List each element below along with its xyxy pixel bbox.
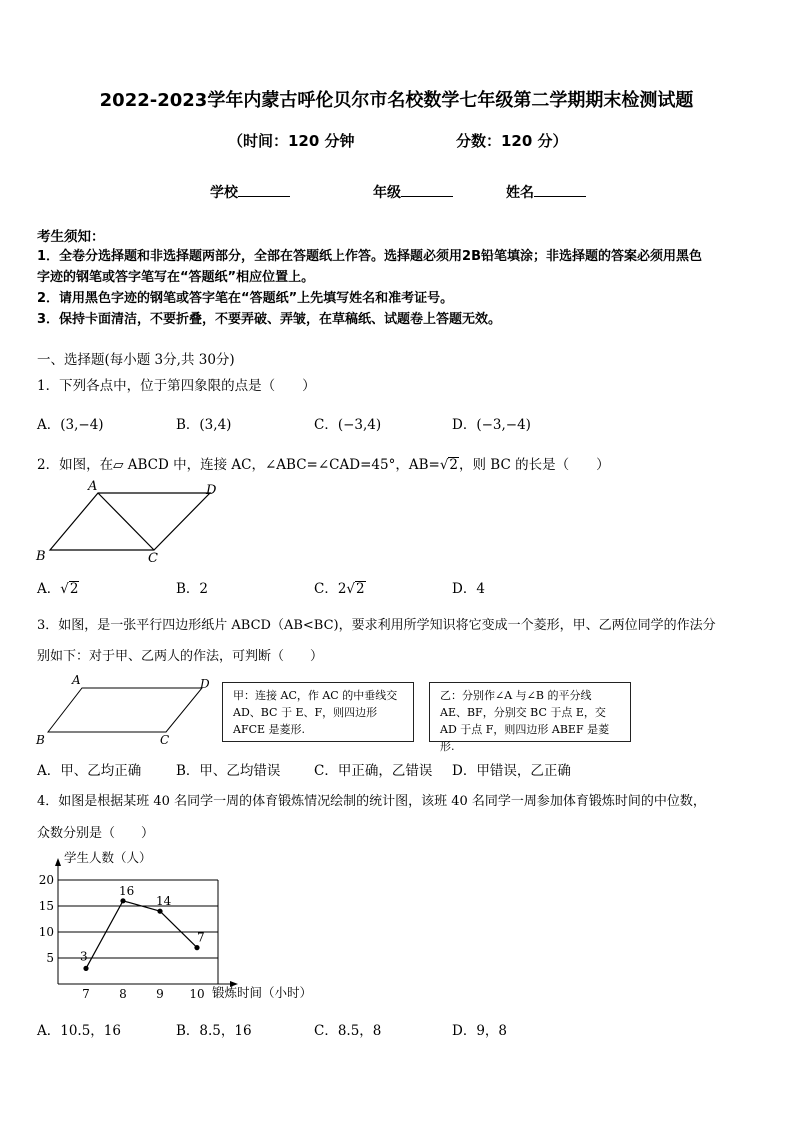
q2-stem-b: ，则 BC 的长是（ ） <box>459 457 610 473</box>
vertex-b: B <box>36 549 46 564</box>
q4-line-chart <box>30 848 350 1008</box>
x-tick-label: 8 <box>119 987 127 1001</box>
grade-label: 年级 <box>373 185 401 201</box>
q4-option-b: B．8.5，16 <box>176 1023 252 1039</box>
school-field <box>210 182 290 202</box>
q3-option-d: D．甲错误，乙正确 <box>452 763 571 779</box>
q1-option-c: C．(−3,4) <box>314 417 382 433</box>
q2-option-a-radicand: 2 <box>69 581 79 597</box>
vertex-c: C <box>148 551 158 566</box>
parallelogram-abcd <box>50 493 210 550</box>
data-point <box>194 945 199 950</box>
vertex-d: D <box>206 483 217 498</box>
notice-heading: 考生须知： <box>37 229 105 245</box>
notice-line-1b: 字迹的钢笔或答字笔写在“答题纸”相应位置上。 <box>37 270 315 285</box>
q3-stem-2: 别如下：对于甲、乙两人的作法，可判断（ ） <box>37 649 324 664</box>
q1-option-b: B．(3,4) <box>176 417 232 433</box>
notice-line-1a: 1．全卷分选择题和非选择题两部分，全部在答题纸上作答。选择题必须用2B铅笔填涂；非选择题的答案必须用黑色 <box>37 249 703 264</box>
notice-line-3: 3．保持卡面清洁，不要折叠，不要弄破、弄皱，在草稿纸、试题卷上答题无效。 <box>37 312 502 327</box>
q3-parallelogram-figure <box>30 672 220 750</box>
q4-stem-2: 众数分别是（ ） <box>37 826 155 841</box>
q3-option-b: B．甲、乙均错误 <box>176 763 281 779</box>
exam-time: （时间：120 分钟 <box>228 132 355 150</box>
q4-stem-1: 4．如图是根据某班 40 名同学一周的体育锻炼情况绘制的统计图，该班 40 名同学一周参加体育锻炼时间的中位数， <box>37 794 706 809</box>
q2-stem <box>37 453 610 473</box>
section-heading: 一、选择题(每小题 3分,共 30分) <box>37 352 235 368</box>
exam-score: 分数：120 分） <box>456 132 568 150</box>
vertex-a: A <box>88 479 98 494</box>
q1-option-d: D．(−3,−4) <box>452 417 531 433</box>
x-tick-label: 10 <box>189 987 205 1001</box>
q3-option-a: A．甲、乙均正确 <box>37 763 142 779</box>
vertex-d: D <box>200 677 210 691</box>
vertex-a: A <box>72 673 81 687</box>
school-blank <box>238 182 290 197</box>
x-tick-label: 7 <box>82 987 90 1001</box>
y-tick-label: 15 <box>38 899 54 913</box>
q4-option-a: A．10.5，16 <box>37 1023 121 1039</box>
y-tick-label: 20 <box>38 873 54 887</box>
data-point <box>157 909 162 914</box>
q2-option-c <box>314 577 366 597</box>
x-axis-label: 锻炼时间（小时） <box>212 985 313 1000</box>
page-title: 2022-2023学年内蒙古呼伦贝尔市名校数学七年级第二学期期末检测试题 <box>99 90 694 111</box>
q2-option-a-prefix: A． <box>37 581 61 597</box>
name-field <box>506 182 586 202</box>
data-label: 16 <box>119 883 135 898</box>
vertex-c: C <box>160 733 170 747</box>
q1-stem: 1．下列各点中，位于第四象限的点是（ ） <box>37 378 316 394</box>
x-tick-label: 9 <box>156 987 164 1001</box>
q2-parallelogram-figure <box>30 478 230 568</box>
q2-stem-a: 2．如图，在▱ ABCD 中，连接 AC，∠ABC=∠CAD=45°，AB= <box>37 457 440 473</box>
q2-stem-radicand: 2 <box>449 457 459 473</box>
y-tick-label: 10 <box>38 925 54 939</box>
q3-option-c: C．甲正确，乙错误 <box>314 763 433 779</box>
y-axis-arrow <box>55 858 61 866</box>
q4-option-d: D．9，8 <box>452 1023 508 1039</box>
q1-option-a: A．(3,−4) <box>37 417 104 433</box>
y-tick-label: 5 <box>46 951 54 965</box>
name-blank <box>534 182 586 197</box>
diagonal-ac <box>98 493 154 550</box>
data-point <box>83 966 88 971</box>
data-label: 14 <box>156 894 172 909</box>
jia-method-box: 甲：连接 AC，作 AC 的中垂线交 AD、BC 于 E、F，则四边形 AFCE 是菱形. <box>222 682 414 742</box>
q2-option-c-radicand: 2 <box>356 581 365 597</box>
yi-method-box: 乙：分别作∠A 与∠B 的平分线 AE、BF，分别交 BC 于点 E，交 AD 于点 F，则四边形 ABEF 是菱形. <box>429 682 631 742</box>
data-label: 3 <box>80 949 88 964</box>
school-label: 学校 <box>210 185 238 201</box>
grade-field <box>373 182 453 202</box>
parallelogram-abcd <box>48 688 202 732</box>
sqrt-sign: √ <box>346 581 356 597</box>
q2-option-a <box>37 577 79 597</box>
q2-option-b: B．2 <box>176 581 209 597</box>
q3-stem-1: 3．如图，是一张平行四边形纸片 ABCD（AB<BC)，要求利用所学知识将它变成一个菱形，甲、乙两位同学的作法分 <box>37 618 716 633</box>
q2-option-d: D．4 <box>452 581 485 597</box>
sqrt-sign: √ <box>60 581 69 597</box>
q2-option-c-prefix: C．2 <box>314 581 347 597</box>
sqrt-sign: √ <box>439 457 449 473</box>
data-point <box>120 898 125 903</box>
q4-option-c: C．8.5，8 <box>314 1023 382 1039</box>
vertex-b: B <box>36 733 45 747</box>
notice-line-2: 2．请用黑色字迹的钢笔或答字笔在“答题纸”上先填写姓名和准考证号。 <box>37 291 454 306</box>
grade-blank <box>401 182 453 197</box>
name-label: 姓名 <box>506 185 534 201</box>
y-axis-label: 学生人数（人） <box>64 850 152 865</box>
data-label: 7 <box>197 930 205 945</box>
